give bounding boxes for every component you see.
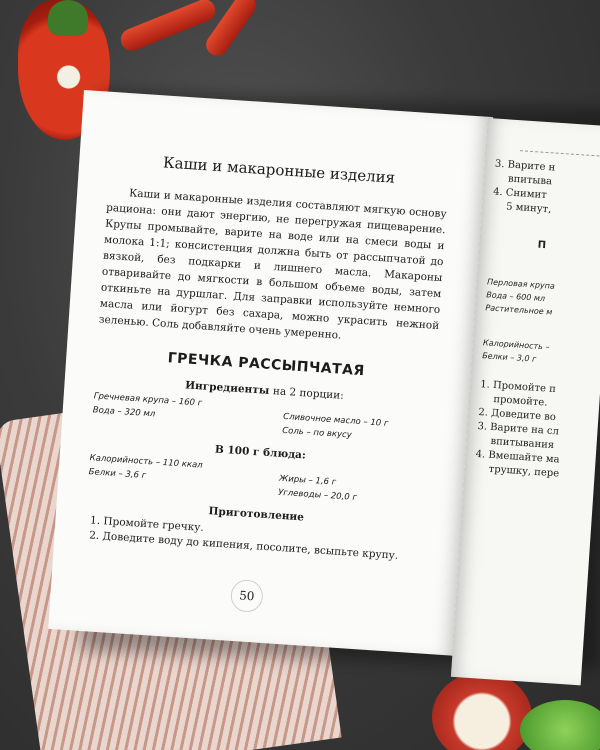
right-step-fragment: впитывания (490, 435, 555, 452)
nutrition-item: Белки – 3,6 г (88, 467, 147, 481)
right-step-fragment: 1. Промойте п (479, 379, 557, 396)
right-step-fragment: промойте. (492, 393, 548, 409)
right-step-fragment: трушку, пере (488, 463, 560, 480)
prep-step: 1. Промойте гречку. (103, 514, 425, 550)
right-step-fragment: 4. Снимит (492, 186, 548, 202)
intro-paragraph: Каши и макаронные изделия составляют мягкую основу рациона: они дают энергию, не перегружая пищеварение. Крупы промывайте, варите на воде или на смеси воды и молока 1:1; консистенция должна быть от рассыпчатой до вязкой, без подкарки и лишнего масла. Макароны отваривайте до мягкости в большом объеме воды, затем откиньте на дуршлаг. Для заправки используйте немного масла или йогурт без сахара, можно украсить нежной зеленью. Соль добавляйте очень умеренно. (98, 187, 447, 342)
prep-heading: Приготовление (208, 505, 305, 524)
right-step-fragment: впитыва (507, 173, 553, 188)
ingredients-heading: Ингредиенты на 2 порции: (184, 379, 345, 402)
right-nutrition: Белки – 3,0 г (481, 351, 537, 364)
ingredient-item: Вода – 320 мл (92, 405, 156, 420)
right-ingredient: Растительное м (485, 303, 553, 317)
apple-half (432, 672, 532, 750)
recipe-title: ГРЕЧКА РАССЫПЧАТАЯ (167, 350, 366, 380)
right-step-fragment: 4. Вмешайте ма (475, 448, 560, 466)
page-number: 50 (230, 579, 264, 613)
pepper-strip (118, 0, 219, 54)
right-ingredient: Вода – 600 мл (485, 290, 546, 304)
nutrition-heading: В 100 г блюда: (214, 443, 307, 462)
right-ingredient: Перловая крупа (486, 277, 556, 291)
divider (520, 150, 600, 157)
nutrition-item: Углеводы – 20,0 г (277, 487, 358, 503)
ingredient-item: Соль – по вкусу (281, 425, 353, 441)
prep-step: 2. Доведите воду до кипения, посолите, всыпьте крупу. (102, 529, 424, 565)
right-heading-fragment: П (537, 239, 547, 252)
left-page (48, 90, 493, 656)
chapter-title: Каши и макаронные изделия (162, 153, 396, 187)
nutrition-item: Жиры – 1,6 г (278, 473, 337, 488)
right-nutrition: Калорийность – (482, 338, 550, 352)
right-step-fragment: 3. Варите н (494, 158, 556, 174)
pepper-stem (48, 0, 88, 36)
lettuce-leaf (520, 700, 600, 750)
right-step-fragment: 3. Варите на сл (477, 420, 560, 438)
nutrition-item: Калорийность – 110 ккал (89, 453, 203, 471)
right-step-fragment: 2. Доведите во (478, 407, 557, 424)
ingredient-item: Гречневая крупа – 160 г (93, 391, 203, 409)
right-step-fragment: 5 минут, (505, 201, 552, 216)
ingredient-item: Сливочное масло – 10 г (282, 411, 389, 429)
